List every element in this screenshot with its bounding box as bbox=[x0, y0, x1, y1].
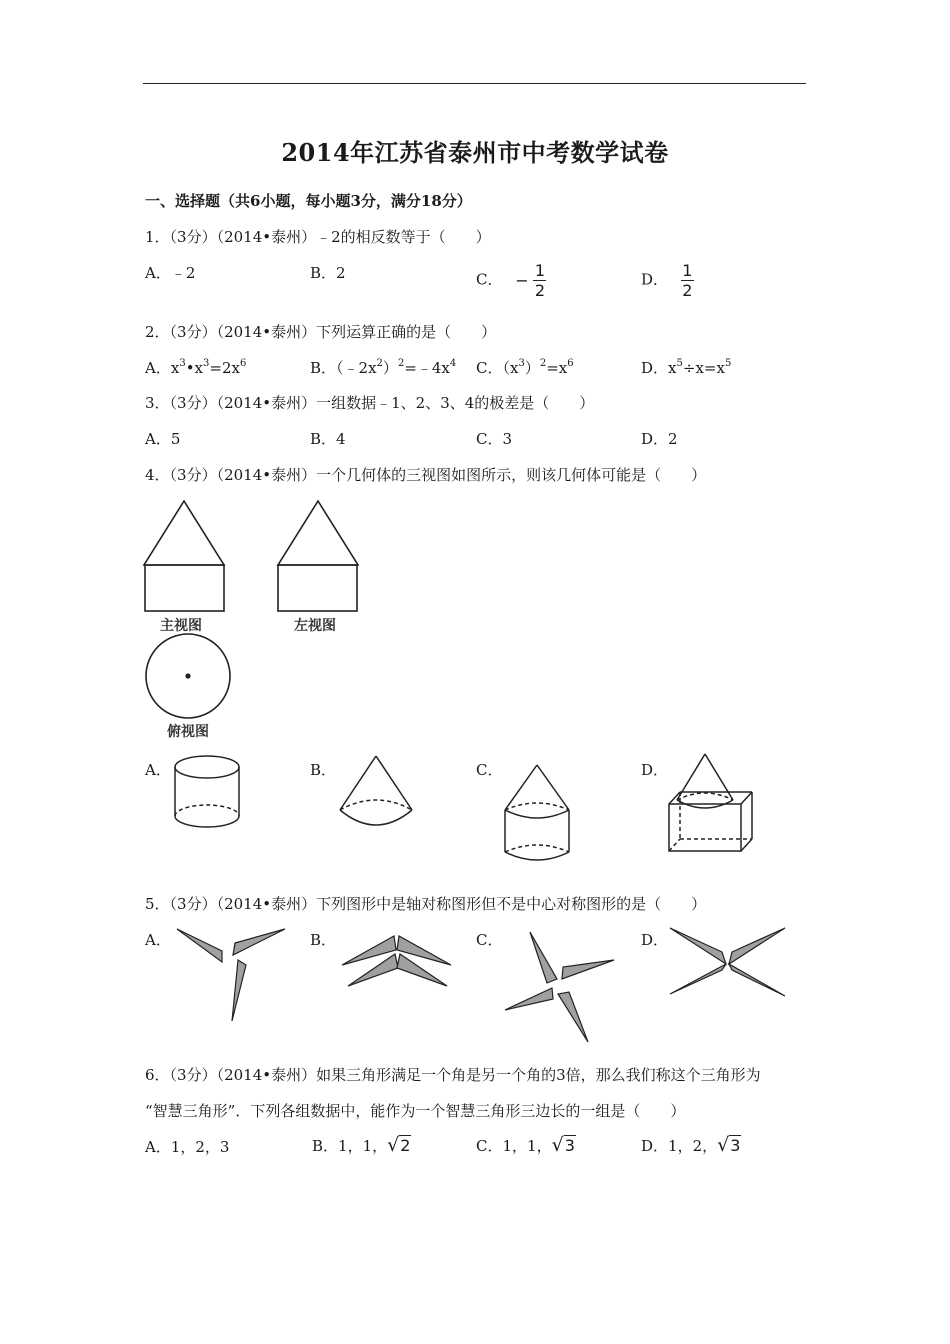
q6-option-d bbox=[641, 1134, 741, 1156]
q3-option-c: C．3 bbox=[476, 430, 513, 448]
exponent: 5 bbox=[676, 358, 683, 369]
exponent: 3 bbox=[179, 358, 186, 369]
bowtie-figure bbox=[670, 928, 785, 996]
q6-d-prefix: D．1，2， bbox=[641, 1137, 718, 1155]
q6-c-radicand: 3 bbox=[564, 1136, 575, 1155]
exponent: 4 bbox=[449, 358, 457, 369]
exponent: 6 bbox=[567, 358, 574, 369]
q2-a-part: •x bbox=[185, 359, 203, 377]
q3-option-a: A．5 bbox=[145, 430, 181, 448]
q1-option-c-sign: − bbox=[515, 271, 529, 290]
section-heading: 一、选择题（共6小题，每小题3分，满分18分） bbox=[145, 192, 472, 210]
sqrt-icon: √ bbox=[717, 1134, 730, 1156]
exponent: 2 bbox=[539, 358, 547, 369]
q1-option-b: B．2 bbox=[310, 264, 346, 282]
question-3-stem: 3．（3分）（2014•泰州）一组数据﹣1、2、3、4的极差是（ ） bbox=[145, 394, 595, 412]
q1-d-denominator: 2 bbox=[682, 281, 693, 300]
side-view-label: 左视图 bbox=[294, 618, 336, 634]
q2-a-label: A． bbox=[145, 359, 171, 377]
four-kite-figure bbox=[342, 936, 451, 986]
q4-option-b: B． bbox=[310, 761, 337, 779]
q5-option-b: B． bbox=[310, 931, 337, 949]
question-6-stem-line2: “智慧三角形”．下列各组数据中，能作为一个智慧三角形三边长的一组是（ ） bbox=[145, 1102, 686, 1120]
q1-option-c-label: C． bbox=[476, 270, 503, 289]
q6-option-c bbox=[476, 1134, 576, 1156]
q2-a-part: =2x bbox=[209, 359, 240, 377]
exponent: 5 bbox=[724, 358, 732, 369]
question-5-stem: 5．（3分）（2014•泰州）下列图形中是轴对称图形但不是中心对称图形的是（ ） bbox=[145, 895, 707, 913]
q4-option-d: D． bbox=[641, 761, 669, 779]
q6-b-radicand: 2 bbox=[400, 1136, 411, 1155]
exponent: 3 bbox=[203, 358, 210, 369]
q2-c-part: =x bbox=[546, 359, 568, 377]
q2-b-part: （﹣2x bbox=[336, 359, 377, 377]
top-view-label: 俯视图 bbox=[167, 724, 209, 740]
q2-b-part: =﹣4x bbox=[404, 359, 450, 377]
q1-d-numerator: 1 bbox=[682, 261, 693, 280]
exponent: 2 bbox=[397, 358, 405, 369]
q2-d-part: x bbox=[668, 359, 677, 377]
q2-c-part: （x bbox=[502, 359, 519, 377]
q2-b-label: B． bbox=[310, 359, 337, 377]
q2-c-label: C． bbox=[476, 359, 503, 377]
pinwheel-figure bbox=[505, 932, 614, 1042]
q6-option-b bbox=[312, 1134, 411, 1156]
q3-option-b: B．4 bbox=[310, 430, 346, 448]
exponent: 2 bbox=[376, 358, 383, 369]
q5-option-a: A． bbox=[145, 931, 171, 949]
q5-option-d: D． bbox=[641, 931, 669, 949]
question-6-stem-line1: 6．（3分）（2014•泰州）如果三角形满足一个角是另一个角的3倍，那么我们称这个三角形为 bbox=[145, 1066, 761, 1084]
exponent: 6 bbox=[239, 358, 247, 369]
q2-d-label: D． bbox=[641, 359, 669, 377]
q4-option-c: C． bbox=[476, 761, 503, 779]
three-blade-figure bbox=[177, 929, 285, 1021]
sqrt-icon: √ bbox=[387, 1134, 400, 1156]
q6-option-a: A．1，2，3 bbox=[145, 1138, 230, 1156]
q6-c-prefix: C．1，1， bbox=[476, 1137, 552, 1155]
q1-option-a: A．﹣2 bbox=[145, 264, 196, 282]
q2-a-part: x bbox=[170, 359, 180, 377]
q1-c-denominator: 2 bbox=[534, 281, 546, 300]
q5-option-c: C． bbox=[476, 931, 503, 949]
sqrt-icon: √ bbox=[551, 1134, 564, 1156]
q4-option-a: A． bbox=[145, 761, 171, 779]
q1-option-d-label: D． bbox=[641, 270, 669, 289]
q1-c-numerator: 1 bbox=[534, 261, 546, 280]
q2-b-part: ） bbox=[382, 359, 398, 377]
page-title: 2014年江苏省泰州市中考数学试卷 bbox=[281, 138, 669, 167]
question-4-stem: 4．（3分）（2014•泰州）一个几何体的三视图如图所示，则该几何体可能是（ ） bbox=[145, 466, 707, 484]
q2-d-part: ÷x=x bbox=[682, 359, 725, 377]
question-1-stem: 1．（3分）（2014•泰州）﹣2的相反数等于（ ） bbox=[145, 228, 491, 246]
question-2-stem: 2．（3分）（2014•泰州）下列运算正确的是（ ） bbox=[145, 323, 497, 341]
q3-option-d: D．2 bbox=[641, 430, 678, 448]
exponent: 3 bbox=[518, 358, 525, 369]
front-view-label: 主视图 bbox=[160, 618, 202, 634]
q6-b-prefix: B．1，1， bbox=[312, 1137, 388, 1155]
q6-d-radicand: 3 bbox=[730, 1136, 741, 1155]
q2-c-part: ） bbox=[524, 359, 540, 377]
